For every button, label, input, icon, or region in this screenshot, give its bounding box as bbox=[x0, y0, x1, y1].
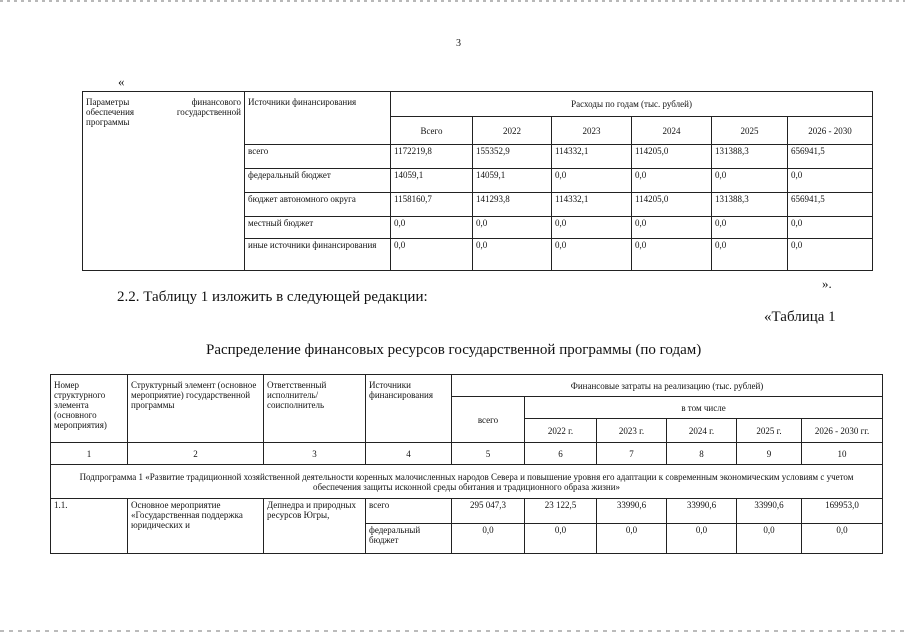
col-header: 2025 bbox=[712, 117, 788, 145]
value-cell: 0,0 bbox=[391, 217, 473, 239]
column-number-row bbox=[51, 443, 883, 465]
value-cell: 33990,6 bbox=[667, 499, 737, 524]
year-header: 2026 - 2030 гг. bbox=[802, 419, 883, 443]
header-number: Номер структурного элемента (основного мероприятия) bbox=[51, 375, 128, 443]
instruction-text: 2.2. Таблицу 1 изложить в следующей редакции: bbox=[117, 289, 428, 305]
value-cell: 131388,3 bbox=[712, 193, 788, 217]
value-cell: 14059,1 bbox=[473, 169, 552, 193]
item-name: Основное мероприятие «Государственная поддержка юридических и bbox=[128, 499, 264, 554]
value-cell: 1172219,8 bbox=[391, 145, 473, 169]
item-responsible: Депнедра и природных ресурсов Югры, bbox=[264, 499, 366, 554]
open-quote: « bbox=[118, 74, 125, 89]
source-label: иные источники финансирования bbox=[245, 239, 391, 271]
value-cell: 169953,0 bbox=[802, 499, 883, 524]
header-including: в том числе bbox=[525, 397, 883, 419]
table-caption: «Таблица 1 bbox=[764, 309, 836, 325]
value-cell: 0,0 bbox=[667, 524, 737, 554]
value-cell: 141293,8 bbox=[473, 193, 552, 217]
header-total: всего bbox=[452, 397, 525, 443]
sources-header: Источники финансирования bbox=[245, 92, 391, 145]
item-source: всего bbox=[366, 499, 452, 524]
col-header: Всего bbox=[391, 117, 473, 145]
table-row bbox=[51, 499, 883, 524]
value-cell: 0,0 bbox=[632, 217, 712, 239]
column-number: 6 bbox=[525, 443, 597, 465]
value-cell: 0,0 bbox=[788, 169, 873, 193]
value-cell: 0,0 bbox=[712, 169, 788, 193]
value-cell: 0,0 bbox=[525, 524, 597, 554]
column-number: 4 bbox=[366, 443, 452, 465]
year-header: 2025 г. bbox=[737, 419, 802, 443]
financing-parameters-table bbox=[82, 91, 873, 271]
header-costs: Финансовые затраты на реализацию (тыс. рублей) bbox=[452, 375, 883, 397]
value-cell: 0,0 bbox=[452, 524, 525, 554]
value-cell: 0,0 bbox=[597, 524, 667, 554]
col-header: 2024 bbox=[632, 117, 712, 145]
header-responsible: Ответственный исполнитель/соисполнитель bbox=[264, 375, 366, 443]
value-cell: 114332,1 bbox=[552, 193, 632, 217]
col-header: 2023 bbox=[552, 117, 632, 145]
value-cell: 114205,0 bbox=[632, 193, 712, 217]
scan-edge-top bbox=[0, 0, 905, 2]
param-word: финансового bbox=[191, 97, 241, 107]
value-cell: 295 047,3 bbox=[452, 499, 525, 524]
value-cell: 155352,9 bbox=[473, 145, 552, 169]
value-cell: 33990,6 bbox=[737, 499, 802, 524]
value-cell: 0,0 bbox=[552, 169, 632, 193]
value-cell: 0,0 bbox=[788, 239, 873, 271]
year-header: 2023 г. bbox=[597, 419, 667, 443]
item-source: федеральный бюджет bbox=[366, 524, 452, 554]
value-cell: 0,0 bbox=[473, 217, 552, 239]
value-cell: 656941,5 bbox=[788, 145, 873, 169]
value-cell: 0,0 bbox=[632, 169, 712, 193]
source-label: федеральный бюджет bbox=[245, 169, 391, 193]
value-cell: 0,0 bbox=[788, 217, 873, 239]
column-number: 1 bbox=[51, 443, 128, 465]
scan-edge-bottom bbox=[0, 630, 905, 632]
column-number: 7 bbox=[597, 443, 667, 465]
column-number: 8 bbox=[667, 443, 737, 465]
value-cell: 1158160,7 bbox=[391, 193, 473, 217]
year-header: 2024 г. bbox=[667, 419, 737, 443]
value-cell: 0,0 bbox=[552, 239, 632, 271]
year-header: 2022 г. bbox=[525, 419, 597, 443]
column-number: 9 bbox=[737, 443, 802, 465]
value-cell: 0,0 bbox=[802, 524, 883, 554]
param-word: обеспечения bbox=[86, 107, 135, 117]
value-cell: 0,0 bbox=[473, 239, 552, 271]
col-header: 2026 - 2030 bbox=[788, 117, 873, 145]
param-word: государственной bbox=[176, 107, 241, 117]
value-cell: 14059,1 bbox=[391, 169, 473, 193]
value-cell: 0,0 bbox=[712, 239, 788, 271]
column-number: 5 bbox=[452, 443, 525, 465]
column-number: 2 bbox=[128, 443, 264, 465]
params-label-cell bbox=[83, 92, 245, 271]
years-header: Расходы по годам (тыс. рублей) bbox=[391, 92, 873, 117]
value-cell: 23 122,5 bbox=[525, 499, 597, 524]
close-quote: ». bbox=[822, 276, 832, 291]
source-label: всего bbox=[245, 145, 391, 169]
source-label: местный бюджет bbox=[245, 217, 391, 239]
value-cell: 0,0 bbox=[552, 217, 632, 239]
value-cell: 33990,6 bbox=[597, 499, 667, 524]
item-number: 1.1. bbox=[51, 499, 128, 554]
value-cell: 131388,3 bbox=[712, 145, 788, 169]
param-word: программы bbox=[86, 117, 130, 127]
value-cell: 0,0 bbox=[737, 524, 802, 554]
financial-resources-table bbox=[50, 374, 883, 554]
value-cell: 0,0 bbox=[632, 239, 712, 271]
page-title: Распределение финансовых ресурсов государственной программы (по годам) bbox=[206, 342, 702, 358]
value-cell: 0,0 bbox=[391, 239, 473, 271]
subprogram-title: Подпрограмма 1 «Развитие традиционной хозяйственной деятельности коренных малочисленных народов Севера и повышение уровня его адаптации к современным экономическим условиям с учетом обеспечения защиты исконной среды обитания и традиционного образа жизни» bbox=[51, 465, 883, 499]
column-number: 3 bbox=[264, 443, 366, 465]
header-element: Структурный элемент (основное мероприятие) государственной программы bbox=[128, 375, 264, 443]
value-cell: 0,0 bbox=[712, 217, 788, 239]
page-number: 3 bbox=[456, 38, 461, 49]
value-cell: 114205,0 bbox=[632, 145, 712, 169]
col-header: 2022 bbox=[473, 117, 552, 145]
value-cell: 656941,5 bbox=[788, 193, 873, 217]
header-sources: Источники финансирования bbox=[366, 375, 452, 443]
column-number: 10 bbox=[802, 443, 883, 465]
param-word: Параметры bbox=[86, 97, 130, 107]
source-label: бюджет автономного округа bbox=[245, 193, 391, 217]
value-cell: 114332,1 bbox=[552, 145, 632, 169]
